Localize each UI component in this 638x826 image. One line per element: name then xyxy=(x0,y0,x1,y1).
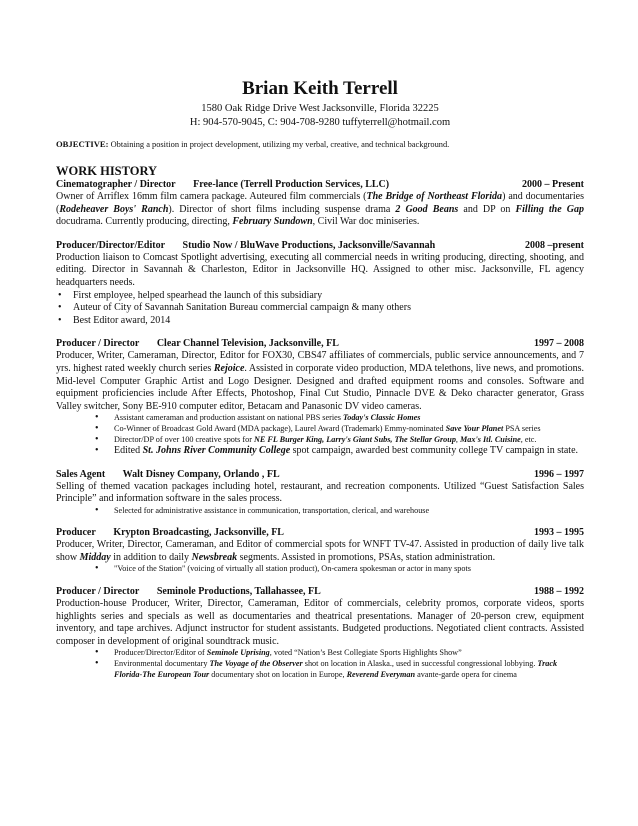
job-sub-bullets xyxy=(95,506,584,517)
job-sub-bullet-text: Producer/Director/Editor of xyxy=(114,648,207,658)
job-title: Producer / Director xyxy=(56,338,140,350)
section-title-work-history: WORK HISTORY xyxy=(56,164,158,178)
job-sub-bullets xyxy=(95,413,584,457)
job-sub-bullet-emphasis: Seminole Uprising xyxy=(206,648,270,658)
job-sub-bullet-text: Selected for administrative assistance in communication, transportation, clerical, and warehouse xyxy=(114,505,430,515)
job-sub-bullet-text: Environmental documentary xyxy=(114,659,210,669)
job-description xyxy=(56,481,584,506)
job-sub-bullet-text: , xyxy=(455,434,461,444)
job-description-text: Producer, Writer, Director, Cameraman, and Editor of commercial spots for WNFT TV-47. Assisted in production of daily live talk show xyxy=(56,539,584,563)
job-description xyxy=(56,539,584,564)
job-sub-bullet-emphasis: Reverend Everyman xyxy=(346,669,416,679)
job-bullets xyxy=(56,290,584,328)
job-header xyxy=(56,178,584,191)
job-description-text: Owner of Arriflex 16mm film camera package. Auteured film commercials ( xyxy=(56,191,367,202)
job-sub-bullet-text: Assistant cameraman and production assistant on national PBS series xyxy=(114,413,343,423)
job-header xyxy=(56,585,584,598)
job-description-emphasis: Filling the Gap xyxy=(515,203,584,215)
job-title: Producer xyxy=(56,527,96,539)
job-sub-bullet-text: shot on location in Alaska., used in successful congressional lobbying. xyxy=(302,659,538,669)
job-description-text: and DP on xyxy=(458,203,516,215)
resume-name: Brian Keith Terrell xyxy=(242,78,398,99)
spacer xyxy=(105,469,123,480)
job-description-text: Selling of themed vacation packages including hotel, restaurant, and recreation components. Utilized “Guest Satisfaction Sales Principle” and information software in the sales process. xyxy=(56,480,584,505)
job-header xyxy=(56,468,584,481)
job-description-emphasis: Midday xyxy=(79,551,111,563)
job-sub-bullet-emphasis: Today's Classic Homes xyxy=(342,413,421,423)
job-title-company xyxy=(56,585,321,598)
job-sub-bullet-text: spot campaign, awarded best community college TV campaign in state. xyxy=(290,445,579,457)
job-title: Producer / Director xyxy=(56,586,140,598)
job-sub-bullet xyxy=(95,648,584,659)
job-description xyxy=(56,191,584,229)
job-sub-bullet-emphasis: Track Florida-The European Tour xyxy=(114,659,558,679)
job-description-emphasis: Rejoice xyxy=(213,362,245,374)
job-company: Studio Now / BluWave Productions, Jacksonville/Savannah xyxy=(182,239,436,251)
resume-page xyxy=(56,78,584,680)
job-description-text: Producer, Writer, Cameraman, Director, Editor for FOX30, CBS47 affiliates of commercials, public service announcements, and 7 yrs. highest rated weekly church series xyxy=(56,350,584,374)
job-bullet xyxy=(56,302,584,315)
objective-label: OBJECTIVE: xyxy=(56,139,109,149)
job-description-text: , Civil War doc miniseries. xyxy=(312,216,420,228)
job-entry xyxy=(56,468,584,517)
job-entry xyxy=(56,337,584,457)
job-sub-bullet xyxy=(95,445,584,457)
job-sub-bullet xyxy=(95,659,584,680)
objective xyxy=(56,139,584,150)
job-title-company xyxy=(56,468,280,481)
job-sub-bullet-emphasis: Max's Itl. Cuisine xyxy=(460,434,521,444)
spacer xyxy=(165,240,183,251)
job-title-company xyxy=(56,337,339,350)
job-description xyxy=(56,252,584,290)
job-sub-bullet xyxy=(95,435,584,446)
job-description-text: Production-house Producer, Writer, Director, Cameraman, Editor of commercials, celebrity promos, corporate videos, sports highlights series and specials as well as documentaries and theatrical presentations. Manager of 20-person crew, equipment inventory, and tape archives. Adjunct instructor for student assistants. Budgeted productions. Negotiated client contracts. Assisted composer in development of original soundtrack music. xyxy=(56,598,584,647)
job-entry xyxy=(56,526,584,575)
job-title: Producer/Director/Editor xyxy=(56,239,166,251)
job-description-emphasis: Newsbreak xyxy=(191,551,238,563)
job-header xyxy=(56,526,584,539)
job-description-emphasis: Rodeheaver Boys' Ranch xyxy=(59,203,169,215)
spacer xyxy=(139,338,157,349)
job-description-emphasis: February Sundown xyxy=(232,216,313,228)
job-company: Free-lance (Terrell Production Services, LLC) xyxy=(193,179,390,190)
job-description-text: . Assisted in corporate video production, MDA telethons, live news, and promotions. Mid-level Computer Graphic Artist and Logo Designer. Designed and drafted equipment rooms and consoles. Software and equipment proficiencies include After Effects, Photoshop, Final Cut Studio, Pinnacle DVE & Deko character generator, Grass Valley switcher, Sony BE-910 computer editor, Betacam and Panasonic DV video cameras. xyxy=(56,362,584,412)
job-dates: 1996 – 1997 xyxy=(534,468,584,480)
job-description-text: segments. Assisted in promotions, PSAs, station administration. xyxy=(237,551,496,563)
job-dates: 1993 – 1995 xyxy=(534,527,584,539)
job-company: Walt Disney Company, Orlando , FL xyxy=(122,468,280,480)
spacer xyxy=(176,179,194,190)
job-dates: 2008 –present xyxy=(525,239,584,251)
job-title: Sales Agent xyxy=(56,468,106,480)
job-dates: 1997 – 2008 xyxy=(534,338,584,350)
job-sub-bullet xyxy=(95,424,584,435)
job-title-company xyxy=(56,239,435,252)
job-company: Clear Channel Television, Jacksonville, FL xyxy=(156,338,339,350)
job-title-company xyxy=(56,178,389,191)
job-description xyxy=(56,350,584,413)
job-sub-bullet xyxy=(95,413,584,424)
job-sub-bullets xyxy=(95,564,584,575)
job-description-emphasis: 2 Good Beans xyxy=(395,203,459,215)
job-sub-bullet-text: Edited xyxy=(114,445,143,457)
work-history-list xyxy=(56,178,584,680)
job-title-company xyxy=(56,526,284,539)
job-sub-bullet-emphasis: St. Johns River Community College xyxy=(142,445,291,457)
job-entry xyxy=(56,585,584,680)
job-description-text: Production liaison to Comcast Spotlight advertising, executing all commercial needs in writing producing, directing, shooting, and editing. Director in Savannah & Charleston, Editor in Jacksonville HQ. Assigned to other misc. Jacksonville, FL agency headquarters needs. xyxy=(56,251,584,288)
job-description-emphasis: The Bridge of Northeast Florida xyxy=(366,191,503,202)
job-header xyxy=(56,337,584,350)
job-bullet-text: Auteur of City of Savannah Sanitation Bureau commercial campaign & many others xyxy=(73,302,411,314)
job-title: Cinematographer / Director xyxy=(56,179,176,190)
job-sub-bullet-text: PSA series xyxy=(503,423,541,433)
job-bullet xyxy=(56,315,584,328)
job-sub-bullet-text: , etc. xyxy=(520,434,537,444)
job-sub-bullet-text: Director/DP of over 100 creative spots for xyxy=(114,434,254,444)
spacer xyxy=(139,586,157,597)
spacer xyxy=(96,527,114,538)
job-bullet xyxy=(56,290,584,303)
job-sub-bullets xyxy=(95,648,584,680)
job-description-text: in addition to daily xyxy=(110,551,192,563)
job-sub-bullet-text: documentary shot on location in Europe, xyxy=(209,669,347,679)
objective-text: Obtaining a position in project development, utilizing my verbal, creative, and technical background. xyxy=(108,140,450,149)
job-dates: 1988 – 1992 xyxy=(534,586,584,598)
job-description xyxy=(56,598,584,648)
job-sub-bullet-text: , voted “Nation’s Best Collegiate Sports Highlights Show” xyxy=(269,648,462,658)
job-sub-bullet-text: avante-garde opera for cinema xyxy=(415,669,517,679)
job-company: Seminole Productions, Tallahassee, FL xyxy=(156,586,321,598)
job-dates: 2000 – Present xyxy=(521,179,584,190)
job-entry xyxy=(56,239,584,328)
job-sub-bullet-emphasis: The Voyage of the Observer xyxy=(209,659,303,669)
job-bullet-text: Best Editor award, 2014 xyxy=(73,314,171,326)
contact-address: 1580 Oak Ridge Drive West Jacksonville, Florida 32225 xyxy=(201,103,439,114)
job-sub-bullet-text: "Voice of the Station" (voicing of virtually all station product), On-camera spokesman or actor in many spots xyxy=(114,564,471,574)
job-header xyxy=(56,239,584,252)
job-sub-bullet-text: Co-Winner of Broadcast Gold Award (MDA package), Laurel Award (Trademark) Emmy-nominated xyxy=(114,423,446,433)
job-description-text: docudrama. Currently producing, directing, xyxy=(56,216,233,228)
job-description-text: ) and documentaries ( xyxy=(56,191,584,215)
job-sub-bullet-emphasis: NE FL Burger King, Larry's Giant Subs, The Stellar Group xyxy=(253,434,456,444)
job-entry xyxy=(56,178,584,229)
job-bullet-text: First employee, helped spearhead the launch of this subsidiary xyxy=(73,289,323,301)
job-description-text: ). Director of short films including suspense drama xyxy=(168,203,396,215)
job-company: Krypton Broadcasting, Jacksonville, FL xyxy=(113,527,284,539)
job-sub-bullet xyxy=(95,564,584,575)
job-sub-bullet xyxy=(95,506,584,517)
job-sub-bullet-emphasis: Save Your Planet xyxy=(445,423,504,433)
contact-phones-email: H: 904-570-9045, C: 904-708-9280 tuffyterrell@hotmail.com xyxy=(189,117,451,128)
